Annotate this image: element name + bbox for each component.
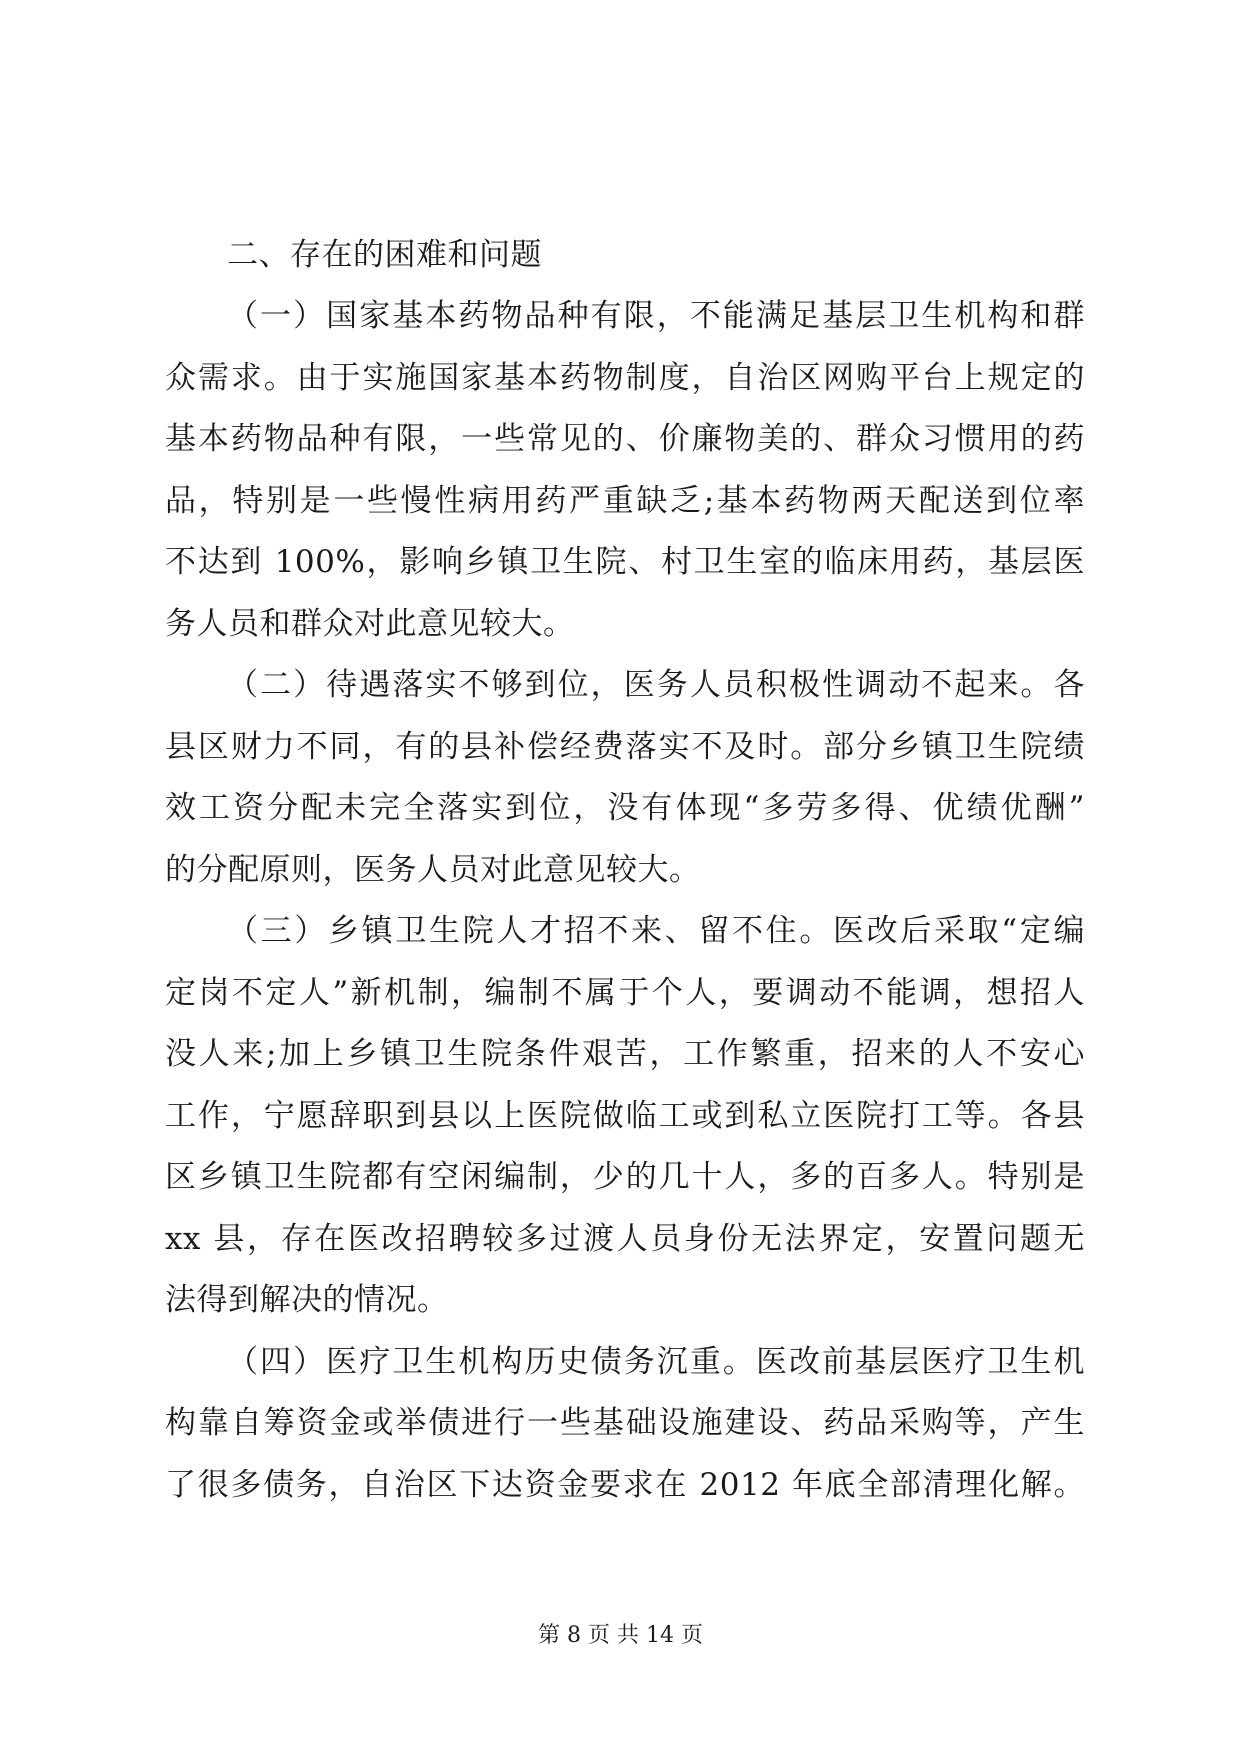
paragraph-line: xx 县，存在医改招聘较多过渡人员身份无法界定，安置问题无: [165, 1220, 1085, 1257]
paragraph-line: 基本药物品种有限，一些常见的、价廉物美的、群众习惯用的药: [165, 421, 1085, 457]
paragraph-line: 不达到 100%，影响乡镇卫生院、村卫生室的临床用药，基层医: [165, 544, 1085, 580]
page-number-footer: 第 8 页 共 14 页: [538, 1623, 703, 1648]
paragraph-line: 众需求。由于实施国家基本药物制度，自治区网购平台上规定的: [165, 359, 1085, 396]
paragraph-line: 的分配原则，医务人员对此意见较大。: [165, 851, 701, 888]
paragraph-line: 工作，宁愿辞职到县以上医院做临工或到私立医院打工等。各县: [165, 1097, 1085, 1134]
paragraph-line: 效工资分配未完全落实到位，没有体现“多劳多得、优绩优酬”: [165, 790, 1085, 826]
paragraph-line: 构靠自筹资金或举债进行一些基础设施建设、药品采购等，产生: [165, 1405, 1085, 1441]
document-body: [165, 225, 1085, 1516]
paragraph-line: （二）待遇落实不够到位，医务人员积极性调动不起来。各: [227, 667, 1085, 703]
paragraph-line: （四）医疗卫生机构历史债务沉重。医改前基层医疗卫生机: [227, 1343, 1085, 1380]
paragraph-line: 县区财力不同，有的县补偿经费落实不及时。部分乡镇卫生院绩: [165, 728, 1085, 765]
paragraph-3: [165, 901, 1085, 1332]
paragraph-line: （三）乡镇卫生院人才招不来、留不住。医改后采取“定编: [227, 913, 1085, 949]
paragraph-line: 定岗不定人”新机制，编制不属于个人，要调动不能调，想招人: [165, 974, 1085, 1011]
paragraph-4: [165, 1332, 1085, 1517]
paragraph-line: 区乡镇卫生院都有空闲编制，少的几十人，多的百多人。特别是: [165, 1159, 1085, 1195]
paragraph-line: 务人员和群众对此意见较大。: [165, 605, 575, 642]
paragraph-1: [165, 286, 1085, 655]
paragraph-line: （一）国家基本药物品种有限，不能满足基层卫生机构和群: [227, 298, 1085, 334]
paragraph-2: [165, 655, 1085, 901]
paragraph-line: 品，特别是一些慢性病用药严重缺乏;基本药物两天配送到位率: [165, 482, 1085, 519]
paragraph-line: 了很多债务，自治区下达资金要求在 2012 年底全部清理化解。: [165, 1466, 1085, 1503]
paragraph-line: 没人来;加上乡镇卫生院条件艰苦，工作繁重，招来的人不安心: [165, 1036, 1085, 1072]
paragraph-line: 法得到解决的情况。: [165, 1282, 449, 1318]
section-heading: 二、存在的困难和问题: [227, 237, 542, 273]
